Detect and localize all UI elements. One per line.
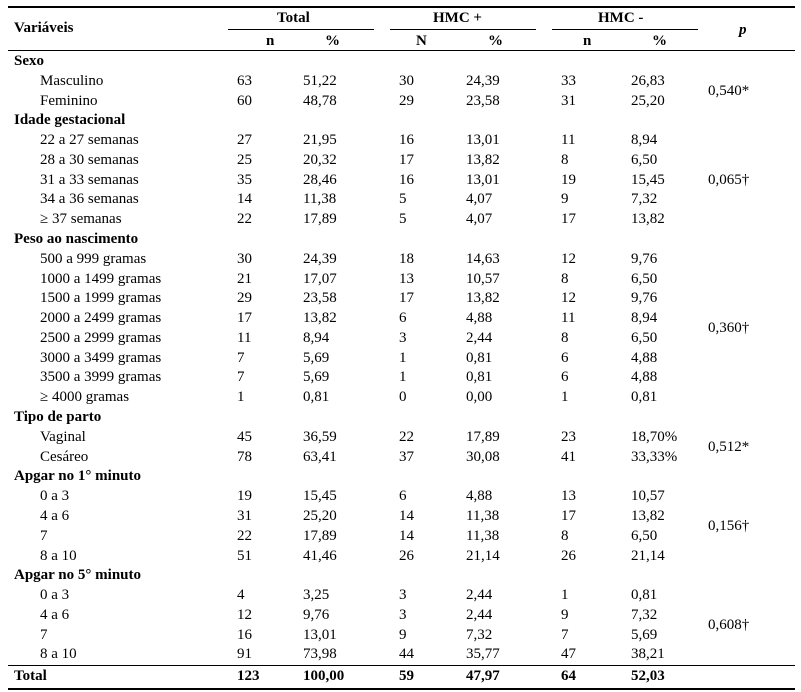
table-cell: 44 <box>399 646 414 663</box>
table-cell: 22 <box>237 211 252 228</box>
table-cell: 8 <box>561 329 569 346</box>
row-label: 7 <box>40 527 48 544</box>
table-cell: 17 <box>399 290 414 307</box>
table-cell: 7,32 <box>466 626 493 643</box>
table-cell: 4,88 <box>631 369 658 386</box>
table-cell: 23 <box>561 428 576 445</box>
header-sub-n-total: n <box>266 33 275 49</box>
table-cell: 41,46 <box>303 547 337 564</box>
table-cell: 18 <box>399 250 414 267</box>
table-cell: 3 <box>399 587 407 604</box>
table-cell: 73,98 <box>303 646 337 663</box>
table-cell: 33,33% <box>631 448 678 465</box>
table-cell: 11 <box>561 132 576 149</box>
table-cell: 11 <box>561 310 576 327</box>
table-cell: 6,50 <box>631 270 658 287</box>
table-cell: 26,83 <box>631 72 665 89</box>
top-rule <box>8 6 795 8</box>
table-cell: 27 <box>237 132 252 149</box>
table-cell: 7,32 <box>631 606 658 623</box>
row-label: Vaginal <box>40 428 86 445</box>
header-sub-n-hmc-neg: n <box>583 33 592 49</box>
table-cell: 24,39 <box>303 250 337 267</box>
table-cell: 4,07 <box>466 191 493 208</box>
table-cell: 17,89 <box>303 211 337 228</box>
table-cell: 78 <box>237 448 252 465</box>
total-cell: 52,03 <box>631 668 665 684</box>
table-cell: 13,82 <box>303 310 337 327</box>
row-label: 1500 a 1999 gramas <box>40 290 162 307</box>
header-sub-n-hmc-pos: N <box>416 33 427 49</box>
table-cell: 21,95 <box>303 132 337 149</box>
row-label: 8 a 10 <box>40 547 77 564</box>
row-label: 0 a 3 <box>40 587 70 604</box>
header-sub-pct-hmc-pos: % <box>488 33 503 49</box>
total-cell: 47,97 <box>466 668 500 684</box>
table-cell: 9,76 <box>303 606 330 623</box>
table-cell: 6 <box>399 310 407 327</box>
table-cell: 0,81 <box>466 369 493 386</box>
table-cell: 17,89 <box>466 428 500 445</box>
row-label: Feminino <box>40 92 98 109</box>
total-cell: 123 <box>237 668 260 684</box>
table-cell: 13,82 <box>631 211 665 228</box>
table-cell: 3,25 <box>303 587 330 604</box>
section-title: Peso ao nascimento <box>14 231 139 248</box>
table-cell: 1 <box>561 587 569 604</box>
table-cell: 21,14 <box>466 547 500 564</box>
table-cell: 11,38 <box>303 191 337 208</box>
table-cell: 6,50 <box>631 151 658 168</box>
table-cell: 8,94 <box>631 310 658 327</box>
table-cell: 1 <box>561 389 569 406</box>
table-cell: 10,57 <box>466 270 500 287</box>
table-cell: 17 <box>561 211 576 228</box>
table-cell: 29 <box>399 92 414 109</box>
table-cell: 26 <box>561 547 576 564</box>
row-label: 500 a 999 gramas <box>40 250 147 267</box>
table-cell: 4 <box>237 587 245 604</box>
table-cell: 13,01 <box>466 132 500 149</box>
table-cell: 5,69 <box>303 349 330 366</box>
row-label: 7 <box>40 626 48 643</box>
table-cell: 14,63 <box>466 250 500 267</box>
table-cell: 38,21 <box>631 646 665 663</box>
table-cell: 15,45 <box>631 171 665 188</box>
table-cell: 28,46 <box>303 171 337 188</box>
row-label: 31 a 33 semanas <box>40 171 139 188</box>
table-cell: 33 <box>561 72 576 89</box>
table-cell: 29 <box>237 290 252 307</box>
table-cell: 7 <box>237 349 245 366</box>
table-cell: 22 <box>399 428 414 445</box>
table-cell: 13,82 <box>631 507 665 524</box>
table-cell: 18,70% <box>631 428 678 445</box>
table-cell: 0 <box>399 389 407 406</box>
table-cell: 0,81 <box>303 389 330 406</box>
table-cell: 12 <box>561 250 576 267</box>
p-value: 0,156† <box>708 517 750 534</box>
table-cell: 25 <box>237 151 252 168</box>
table-cell: 6 <box>399 488 407 505</box>
table-cell: 48,78 <box>303 92 337 109</box>
table-cell: 35,77 <box>466 646 500 663</box>
table-cell: 8,94 <box>631 132 658 149</box>
group-underline-hmc-pos <box>390 29 536 30</box>
table-cell: 6,50 <box>631 527 658 544</box>
table-cell: 47 <box>561 646 576 663</box>
bottom-rule <box>8 688 795 690</box>
p-value: 0,065† <box>708 171 750 188</box>
table-cell: 8 <box>561 527 569 544</box>
table-cell: 63,41 <box>303 448 337 465</box>
table-cell: 25,20 <box>303 507 337 524</box>
table-cell: 36,59 <box>303 428 337 445</box>
table-cell: 35 <box>237 171 252 188</box>
table-cell: 23,58 <box>303 290 337 307</box>
table-cell: 2,44 <box>466 606 493 623</box>
table-cell: 30 <box>237 250 252 267</box>
section-title: Tipo de parto <box>14 409 102 426</box>
table-cell: 17,89 <box>303 527 337 544</box>
table-cell: 51 <box>237 547 252 564</box>
table-cell: 9 <box>561 606 569 623</box>
table-cell: 31 <box>237 507 252 524</box>
table-cell: 0,81 <box>631 587 658 604</box>
group-underline-hmc-neg <box>552 29 698 30</box>
table-cell: 0,81 <box>466 349 493 366</box>
table-cell: 11,38 <box>466 507 500 524</box>
row-label: Masculino <box>40 72 104 89</box>
table-cell: 19 <box>561 171 576 188</box>
p-value: 0,540* <box>708 82 750 99</box>
table-cell: 2,44 <box>466 587 493 604</box>
table-cell: 1 <box>399 349 407 366</box>
header-group-hmc-neg: HMC - <box>598 10 644 26</box>
table-cell: 6,50 <box>631 329 658 346</box>
table-cell: 9,76 <box>631 290 658 307</box>
header-variables: Variáveis <box>14 20 74 36</box>
table-cell: 4,07 <box>466 211 493 228</box>
table-cell: 3 <box>399 606 407 623</box>
table-cell: 8,94 <box>303 329 330 346</box>
table-cell: 3 <box>399 329 407 346</box>
table-cell: 6 <box>561 349 569 366</box>
table-cell: 1 <box>399 369 407 386</box>
table-cell: 30,08 <box>466 448 500 465</box>
row-label: 2000 a 2499 gramas <box>40 310 162 327</box>
total-cell: 100,00 <box>303 668 345 684</box>
table-cell: 15,45 <box>303 488 337 505</box>
table-cell: 17 <box>399 151 414 168</box>
table-cell: 12 <box>561 290 576 307</box>
table-cell: 13 <box>561 488 576 505</box>
table-cell: 7 <box>561 626 569 643</box>
header-sub-pct-hmc-neg: % <box>652 33 667 49</box>
group-underline-total <box>228 29 374 30</box>
row-label: 22 a 27 semanas <box>40 132 139 149</box>
table-cell: 5,69 <box>631 626 658 643</box>
header-sub-pct-total: % <box>325 33 340 49</box>
table-cell: 41 <box>561 448 576 465</box>
table-cell: 21,14 <box>631 547 665 564</box>
table-cell: 8 <box>561 151 569 168</box>
table-cell: 11 <box>237 329 252 346</box>
table-cell: 16 <box>237 626 252 643</box>
table-cell: 9 <box>399 626 407 643</box>
table-cell: 7,32 <box>631 191 658 208</box>
table-cell: 0,81 <box>631 389 658 406</box>
table-cell: 19 <box>237 488 252 505</box>
row-label: ≥ 37 semanas <box>40 211 122 228</box>
table-cell: 37 <box>399 448 414 465</box>
header-bottom-rule <box>8 50 795 51</box>
table-cell: 30 <box>399 72 414 89</box>
p-value: 0,512* <box>708 438 750 455</box>
section-title: Sexo <box>14 53 44 69</box>
table-cell: 5 <box>399 211 407 228</box>
table-cell: 20,32 <box>303 151 337 168</box>
total-cell: 64 <box>561 668 576 684</box>
table-cell: 14 <box>237 191 252 208</box>
table-cell: 4,88 <box>466 488 493 505</box>
table-cell: 7 <box>237 369 245 386</box>
table-cell: 13,01 <box>303 626 337 643</box>
table-cell: 9 <box>561 191 569 208</box>
header-group-hmc-pos: HMC + <box>433 10 482 26</box>
p-value: 0,360† <box>708 320 750 337</box>
table-cell: 24,39 <box>466 72 500 89</box>
row-label: 28 a 30 semanas <box>40 151 139 168</box>
table-cell: 8 <box>561 270 569 287</box>
row-label: 3500 a 3999 gramas <box>40 369 162 386</box>
table-cell: 21 <box>237 270 252 287</box>
table-cell: 10,57 <box>631 488 665 505</box>
row-label: 4 a 6 <box>40 507 70 524</box>
table-cell: 25,20 <box>631 92 665 109</box>
table-cell: 13,82 <box>466 151 500 168</box>
table-cell: 5 <box>399 191 407 208</box>
table-cell: 4,88 <box>631 349 658 366</box>
header-group-total: Total <box>277 10 310 26</box>
table-cell: 91 <box>237 646 252 663</box>
row-label: Cesáreo <box>40 448 89 465</box>
row-label: 8 a 10 <box>40 646 77 663</box>
row-label: 1000 a 1499 gramas <box>40 270 162 287</box>
table-cell: 17 <box>561 507 576 524</box>
row-label: 0 a 3 <box>40 488 70 505</box>
table-cell: 5,69 <box>303 369 330 386</box>
table-cell: 60 <box>237 92 252 109</box>
table-cell: 26 <box>399 547 414 564</box>
row-label: 4 a 6 <box>40 606 70 623</box>
row-label: ≥ 4000 gramas <box>40 389 130 406</box>
table-cell: 23,58 <box>466 92 500 109</box>
row-label: 3000 a 3499 gramas <box>40 349 162 366</box>
table-cell: 16 <box>399 171 414 188</box>
section-title: Idade gestacional <box>14 112 126 129</box>
table-cell: 9,76 <box>631 250 658 267</box>
header-p: p <box>739 22 747 38</box>
table-cell: 31 <box>561 92 576 109</box>
table-cell: 17 <box>237 310 252 327</box>
total-cell: 59 <box>399 668 414 684</box>
table-cell: 1 <box>237 389 245 406</box>
total-label: Total <box>14 668 47 684</box>
table-cell: 11,38 <box>466 527 500 544</box>
table-cell: 12 <box>237 606 252 623</box>
row-label: 34 a 36 semanas <box>40 191 139 208</box>
table-cell: 45 <box>237 428 252 445</box>
table-cell: 17,07 <box>303 270 337 287</box>
table-cell: 16 <box>399 132 414 149</box>
table-cell: 13,82 <box>466 290 500 307</box>
row-label: 2500 a 2999 gramas <box>40 329 162 346</box>
table-cell: 4,88 <box>466 310 493 327</box>
table-cell: 6 <box>561 369 569 386</box>
table-cell: 0,00 <box>466 389 493 406</box>
p-value: 0,608† <box>708 616 750 633</box>
table-cell: 51,22 <box>303 72 337 89</box>
table-cell: 22 <box>237 527 252 544</box>
table-cell: 14 <box>399 527 414 544</box>
section-title: Apgar no 5° minuto <box>14 567 141 584</box>
table-cell: 13,01 <box>466 171 500 188</box>
table-cell: 13 <box>399 270 414 287</box>
table-cell: 2,44 <box>466 329 493 346</box>
table-cell: 63 <box>237 72 252 89</box>
total-top-rule <box>8 665 795 666</box>
table-cell: 14 <box>399 507 414 524</box>
section-title: Apgar no 1° minuto <box>14 468 141 485</box>
